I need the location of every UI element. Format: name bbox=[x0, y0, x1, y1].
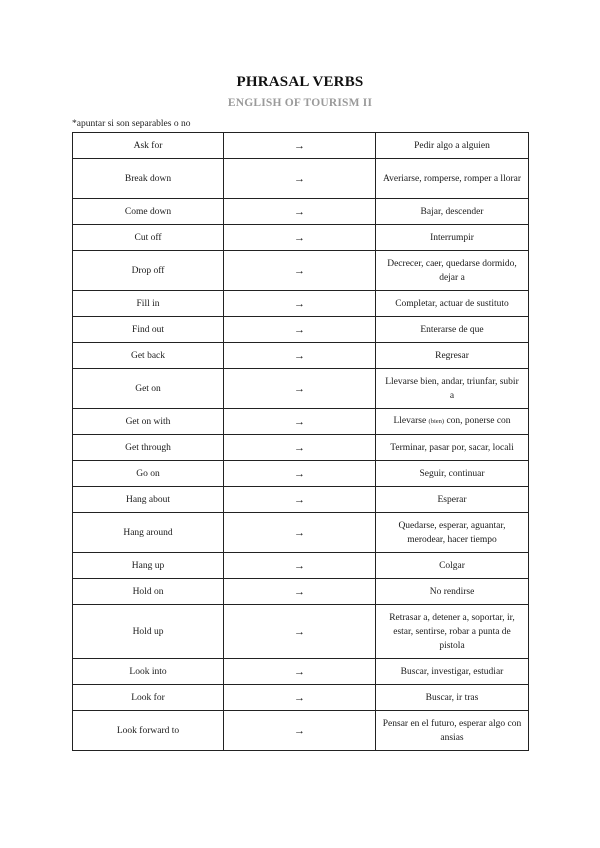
arrow-icon: → bbox=[224, 199, 376, 225]
table-row bbox=[73, 659, 529, 685]
verb-cell: Look for bbox=[73, 685, 224, 711]
table-row bbox=[73, 199, 529, 225]
table-row bbox=[73, 435, 529, 461]
meaning-cell: Bajar, descender bbox=[376, 199, 529, 225]
arrow-icon: → bbox=[224, 317, 376, 343]
verb-cell: Hang about bbox=[73, 487, 224, 513]
verb-cell: Hang around bbox=[73, 513, 224, 553]
verb-cell: Hold up bbox=[73, 605, 224, 659]
verb-cell: Ask for bbox=[73, 133, 224, 159]
meaning-cell: Colgar bbox=[376, 553, 529, 579]
meaning-cell: Decrecer, caer, quedarse dormido, dejar a bbox=[376, 251, 529, 291]
meaning-cell: Esperar bbox=[376, 487, 529, 513]
meaning-text: con, ponerse con bbox=[444, 416, 511, 426]
verb-cell: Go on bbox=[73, 461, 224, 487]
table-row bbox=[73, 579, 529, 605]
arrow-icon: → bbox=[224, 487, 376, 513]
arrow-icon: → bbox=[224, 343, 376, 369]
table-row bbox=[73, 605, 529, 659]
verb-cell: Find out bbox=[73, 317, 224, 343]
verb-cell: Look forward to bbox=[73, 711, 224, 751]
arrow-icon: → bbox=[224, 435, 376, 461]
verb-cell: Hang up bbox=[73, 553, 224, 579]
meaning-cell: Buscar, investigar, estudiar bbox=[376, 659, 529, 685]
verb-cell: Look into bbox=[73, 659, 224, 685]
table-row bbox=[73, 711, 529, 751]
meaning-cell bbox=[376, 409, 529, 435]
table-row bbox=[73, 461, 529, 487]
meaning-cell: Quedarse, esperar, aguantar, merodear, hacer tiempo bbox=[376, 513, 529, 553]
arrow-icon: → bbox=[224, 159, 376, 199]
meaning-cell: Pedir algo a alguien bbox=[376, 133, 529, 159]
table-row bbox=[73, 343, 529, 369]
arrow-icon: → bbox=[224, 225, 376, 251]
table-row bbox=[73, 225, 529, 251]
arrow-icon: → bbox=[224, 659, 376, 685]
verb-cell: Break down bbox=[73, 159, 224, 199]
arrow-icon: → bbox=[224, 579, 376, 605]
table-row bbox=[73, 159, 529, 199]
table-row bbox=[73, 251, 529, 291]
meaning-cell: Buscar, ir tras bbox=[376, 685, 529, 711]
table-row bbox=[73, 685, 529, 711]
verb-cell: Get on bbox=[73, 369, 224, 409]
arrow-icon: → bbox=[224, 409, 376, 435]
table-row bbox=[73, 553, 529, 579]
page-subtitle: ENGLISH OF TOURISM II bbox=[227, 97, 373, 109]
table-row bbox=[73, 317, 529, 343]
meaning-cell: Seguir, continuar bbox=[376, 461, 529, 487]
meaning-cell: Enterarse de que bbox=[376, 317, 529, 343]
verb-cell: Get on with bbox=[73, 409, 224, 435]
meaning-cell: Regresar bbox=[376, 343, 529, 369]
meaning-cell: No rendirse bbox=[376, 579, 529, 605]
verb-cell: Come down bbox=[73, 199, 224, 225]
table-row bbox=[73, 487, 529, 513]
arrow-icon: → bbox=[224, 133, 376, 159]
meaning-cell: Retrasar a, detener a, soportar, ir, estar, sentirse, robar a punta de pistola bbox=[376, 605, 529, 659]
note-text: *apuntar si son separables o no bbox=[72, 119, 191, 129]
meaning-cell: Interrumpir bbox=[376, 225, 529, 251]
arrow-icon: → bbox=[224, 291, 376, 317]
table-row bbox=[73, 369, 529, 409]
meaning-cell: Pensar en el futuro, esperar algo con ansias bbox=[376, 711, 529, 751]
arrow-icon: → bbox=[224, 461, 376, 487]
meaning-cell: Completar, actuar de sustituto bbox=[376, 291, 529, 317]
meaning-text: Llevarse bbox=[393, 416, 429, 426]
page-title: PHRASAL VERBS bbox=[236, 74, 364, 90]
table-row bbox=[73, 513, 529, 553]
table-row bbox=[73, 291, 529, 317]
table-row bbox=[73, 133, 529, 159]
arrow-icon: → bbox=[224, 711, 376, 751]
meaning-cell: Averiarse, romperse, romper a llorar bbox=[376, 159, 529, 199]
verb-cell: Hold on bbox=[73, 579, 224, 605]
verb-cell: Get back bbox=[73, 343, 224, 369]
meaning-cell: Llevarse bien, andar, triunfar, subir a bbox=[376, 369, 529, 409]
phrasal-verbs-table bbox=[72, 132, 529, 751]
verb-cell: Drop off bbox=[73, 251, 224, 291]
arrow-icon: → bbox=[224, 369, 376, 409]
verb-cell: Cut off bbox=[73, 225, 224, 251]
table-row bbox=[73, 409, 529, 435]
verb-cell: Fill in bbox=[73, 291, 224, 317]
arrow-icon: → bbox=[224, 513, 376, 553]
arrow-icon: → bbox=[224, 605, 376, 659]
meaning-cell: Terminar, pasar por, sacar, locali bbox=[376, 435, 529, 461]
arrow-icon: → bbox=[224, 553, 376, 579]
arrow-icon: → bbox=[224, 251, 376, 291]
arrow-icon: → bbox=[224, 685, 376, 711]
meaning-small-text: (bien) bbox=[428, 418, 445, 425]
verb-cell: Get through bbox=[73, 435, 224, 461]
